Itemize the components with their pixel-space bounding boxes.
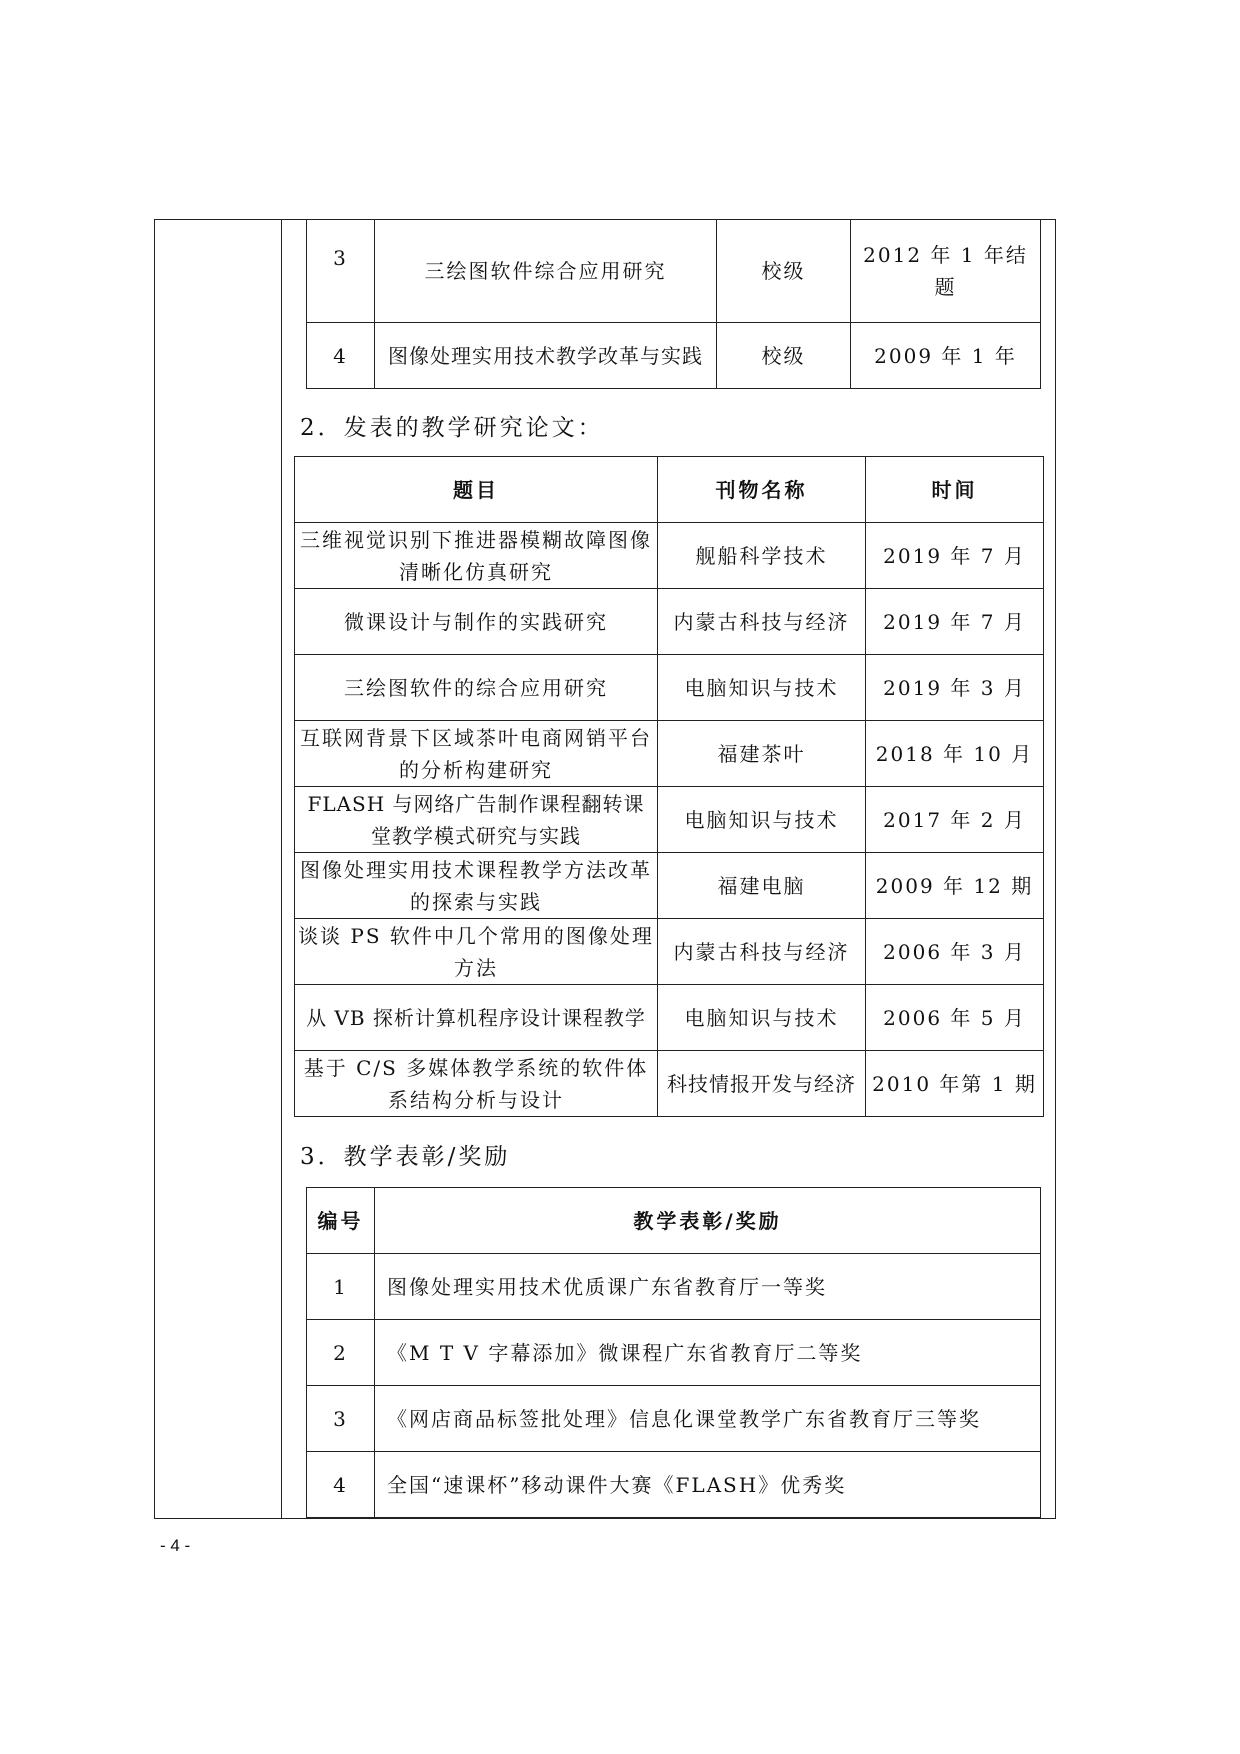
table-row bbox=[295, 721, 1044, 787]
outer-form-column-divider bbox=[281, 219, 282, 1519]
project-title: 图像处理实用技术教学改革与实践 bbox=[375, 323, 717, 389]
paper-journal: 科技情报开发与经济 bbox=[658, 1051, 866, 1117]
papers-table bbox=[294, 456, 1044, 1117]
project-level: 校级 bbox=[717, 323, 851, 389]
table-row bbox=[295, 787, 1044, 853]
award-number: 4 bbox=[307, 1452, 375, 1518]
paper-journal: 福建茶叶 bbox=[658, 721, 866, 787]
paper-journal: 内蒙古科技与经济 bbox=[658, 919, 866, 985]
award-description: 《网店商品标签批处理》信息化课堂教学广东省教育厅三等奖 bbox=[375, 1386, 1041, 1452]
paper-time: 2006 年 5 月 bbox=[866, 985, 1044, 1051]
table-header-row bbox=[295, 457, 1044, 523]
paper-journal: 福建电脑 bbox=[658, 853, 866, 919]
column-header-time: 时间 bbox=[866, 457, 1044, 523]
paper-title: FLASH 与网络广告制作课程翻转课堂教学模式研究与实践 bbox=[295, 787, 658, 853]
paper-title: 微课设计与制作的实践研究 bbox=[295, 589, 658, 655]
column-header-title: 题目 bbox=[295, 457, 658, 523]
award-description: 全国“速课杯”移动课件大赛《FLASH》优秀奖 bbox=[375, 1452, 1041, 1518]
awards-section-heading: 3．教学表彰/奖励 bbox=[300, 1144, 511, 1170]
project-title: 三绘图软件综合应用研究 bbox=[375, 220, 717, 323]
table-row bbox=[307, 1254, 1041, 1320]
table-row bbox=[295, 1051, 1044, 1117]
table-header-row bbox=[307, 1188, 1041, 1254]
award-number: 1 bbox=[307, 1254, 375, 1320]
project-level: 校级 bbox=[717, 220, 851, 323]
table-row bbox=[307, 1386, 1041, 1452]
research-projects-table bbox=[306, 219, 1041, 389]
paper-journal: 电脑知识与技术 bbox=[658, 787, 866, 853]
paper-title: 从 VB 探析计算机程序设计课程教学 bbox=[295, 985, 658, 1051]
table-row bbox=[307, 220, 1041, 323]
project-time: 2012 年 1 年结题 bbox=[851, 220, 1041, 323]
column-header-award: 教学表彰/奖励 bbox=[375, 1188, 1041, 1254]
table-row bbox=[295, 985, 1044, 1051]
project-number: 4 bbox=[307, 323, 375, 389]
table-row bbox=[295, 589, 1044, 655]
table-row bbox=[307, 323, 1041, 389]
paper-time: 2019 年 7 月 bbox=[866, 589, 1044, 655]
project-time: 2009 年 1 年 bbox=[851, 323, 1041, 389]
paper-time: 2018 年 10 月 bbox=[866, 721, 1044, 787]
paper-time: 2019 年 7 月 bbox=[866, 523, 1044, 589]
table-row bbox=[295, 853, 1044, 919]
table-row bbox=[295, 919, 1044, 985]
table-row bbox=[295, 523, 1044, 589]
paper-time: 2019 年 3 月 bbox=[866, 655, 1044, 721]
papers-section-heading: 2．发表的教学研究论文： bbox=[300, 415, 604, 441]
paper-time: 2010 年第 1 期 bbox=[866, 1051, 1044, 1117]
project-number: 3 bbox=[307, 220, 375, 323]
column-header-journal: 刊物名称 bbox=[658, 457, 866, 523]
award-number: 3 bbox=[307, 1386, 375, 1452]
paper-journal: 电脑知识与技术 bbox=[658, 985, 866, 1051]
award-description: 《M T V 字幕添加》微课程广东省教育厅二等奖 bbox=[375, 1320, 1041, 1386]
paper-time: 2006 年 3 月 bbox=[866, 919, 1044, 985]
paper-journal: 内蒙古科技与经济 bbox=[658, 589, 866, 655]
paper-title: 图像处理实用技术课程教学方法改革的探索与实践 bbox=[295, 853, 658, 919]
paper-time: 2009 年 12 期 bbox=[866, 853, 1044, 919]
awards-table bbox=[306, 1187, 1041, 1518]
paper-time: 2017 年 2 月 bbox=[866, 787, 1044, 853]
paper-title: 基于 C/S 多媒体教学系统的软件体系结构分析与设计 bbox=[295, 1051, 658, 1117]
paper-journal: 电脑知识与技术 bbox=[658, 655, 866, 721]
column-header-number: 编号 bbox=[307, 1188, 375, 1254]
table-row bbox=[307, 1320, 1041, 1386]
paper-title: 互联网背景下区域茶叶电商网销平台的分析构建研究 bbox=[295, 721, 658, 787]
award-description: 图像处理实用技术优质课广东省教育厅一等奖 bbox=[375, 1254, 1041, 1320]
page-number: - 4 - bbox=[160, 1536, 191, 1555]
paper-title: 谈谈 PS 软件中几个常用的图像处理方法 bbox=[295, 919, 658, 985]
paper-title: 三绘图软件的综合应用研究 bbox=[295, 655, 658, 721]
table-row bbox=[295, 655, 1044, 721]
paper-title: 三维视觉识别下推进器模糊故障图像清晰化仿真研究 bbox=[295, 523, 658, 589]
award-number: 2 bbox=[307, 1320, 375, 1386]
paper-journal: 舰船科学技术 bbox=[658, 523, 866, 589]
table-row bbox=[307, 1452, 1041, 1518]
